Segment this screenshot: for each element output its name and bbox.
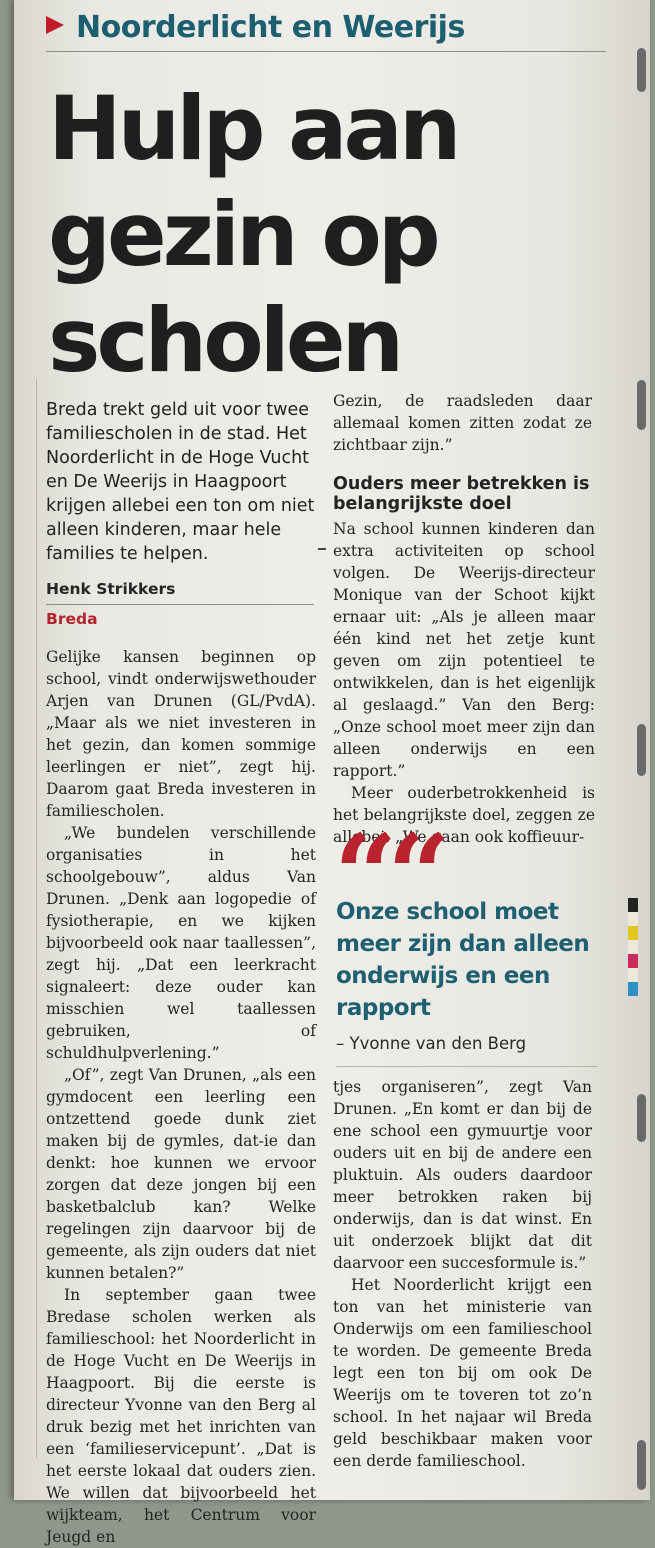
swatch-white: [628, 968, 638, 982]
headline-line: Hulp aan: [48, 77, 458, 180]
binding-mark: [637, 724, 646, 776]
section-kicker: [46, 10, 606, 52]
dateline: Breda: [46, 610, 98, 628]
headline-line: gezin op: [48, 183, 437, 286]
paragraph: tjes organiseren”, zegt Van Drunen. „En komt er dan bij de ene school een gymuurtje voor ouders uit en bij de andere een pluktuin. Als ouders daardoor meer betrokken raken bij onderwijs, dan is dat winst. En uit onderzoek blijkt dat dit daarvoor een succesformule is.”: [333, 1078, 592, 1272]
swatch-black: [628, 898, 638, 912]
headline-line: scholen: [48, 289, 401, 392]
body-column-right-mid: [333, 518, 595, 848]
divider: [336, 1066, 598, 1067]
binding-mark: [637, 48, 646, 92]
column-rule: [36, 378, 37, 1458]
swatch-yellow: [628, 926, 638, 940]
headline: [48, 76, 608, 394]
body-column-right-bottom: [333, 1076, 592, 1472]
paragraph: In september gaan twee Bredase scholen werken als familieschool: het Noorderlicht in de Hoge Vucht en De Weerijs in Haagpoort. Bij die eerste is directeur Yvonne van den Berg al druk bezig met het inrichten van een ‘familieservicepunt’. „Dat is het eerste lokaal dat ouders zien. We willen dat bijvoorbeeld het wijkteam, het Centrum voor Jeugd en: [46, 1286, 316, 1546]
paragraph: Na school kunnen kinderen dan extra activiteiten op school volgen. De Weerijs-directeur Monique van der Schoot kijkt ernaar uit: „Als je alleen maar één kind net het zetje kunt geven om zijn potentieel te ontwikkelen, dan is het eigenlijk al geslaagd.” Van den Berg: „Onze school moet meer zijn dan alleen onderwijs en een rapport.”: [333, 520, 595, 780]
paragraph: Gezin, de raadsleden daar allemaal komen zitten zodat ze zichtbaar zijn.”: [333, 392, 592, 454]
paragraph: Meer ouderbetrokkenheid is het belangrijkste doel, zeggen ze allebei. „We gaan ook koffieuur-: [333, 784, 595, 846]
kicker-text: Noorderlicht en Weerijs: [76, 10, 465, 45]
paragraph: Het Noorderlicht krijgt een ton van het ministerie van Onderwijs om een familieschool te worden. De gemeente Breda legt een ton bij om ook De Weerijs om te toveren tot zo’n school. In het najaar wil Breda geld beschikbaar maken voor een derde familieschool.: [333, 1276, 592, 1470]
body-column-right-top: [333, 390, 592, 456]
intro-text: Breda trekt geld uit voor twee familiescholen in de stad. Het Noorderlicht in de Hoge Vucht en De Weerijs in Haagpoort krijgen allebei een ton om niet alleen kinderen, maar hele families te helpen.: [46, 400, 315, 564]
swatch-white: [628, 912, 638, 926]
binding-mark: [637, 1440, 646, 1490]
body-column-left: [46, 646, 316, 1548]
swatch-white: [628, 940, 638, 954]
author-byline: Henk Strikkers: [46, 580, 314, 605]
binding-mark: [637, 1094, 646, 1142]
print-color-swatches: [628, 898, 638, 996]
quote-attribution: – Yvonne van den Berg: [336, 1034, 527, 1053]
pull-quote: Onze school moet meer zijn dan alleen onderwijs en een rapport: [336, 899, 590, 1021]
print-dash: [318, 548, 326, 550]
quote-mark-icon: ““: [334, 810, 441, 939]
swatch-magenta: [628, 954, 638, 968]
paragraph: „Of”, zegt Van Drunen, „als een gymdocent een leerling een ontzettend goede dunk ziet maken bij de gymles, dat-ie dan denkt: hoe kunnen we ervoor zorgen dat deze jongen bij een basketbalclub kan? Welke regelingen zijn daarvoor bij de gemeente, als zijn ouders dat niet kunnen betalen?”: [46, 1066, 316, 1282]
subheading: Ouders meer betrekken is belangrijkste doel: [333, 474, 590, 514]
paragraph: Gelijke kansen beginnen op school, vindt onderwijswethouder Arjen van Drunen (GL/PvdA). „Maar als we niet investeren in het gezin, dan komen sommige leerlingen er niet”, zegt hij. Daarom gaat Breda investeren in familiescholen.: [46, 648, 316, 820]
red-triangle-icon: [46, 16, 64, 34]
paragraph: „We bundelen verschillende organisaties in het schoolgebouw”, aldus Van Drunen. „Denk aan logopedie of fysiotherapie, en we kijken bijvoorbeeld ook naar taallessen”, zegt hij. „Dat een leerkracht signaleert: deze ouder kan misschien wel taallessen gebruiken, of schuldhulpverlening.”: [46, 824, 316, 1062]
binding-mark: [637, 380, 646, 430]
swatch-cyan: [628, 982, 638, 996]
